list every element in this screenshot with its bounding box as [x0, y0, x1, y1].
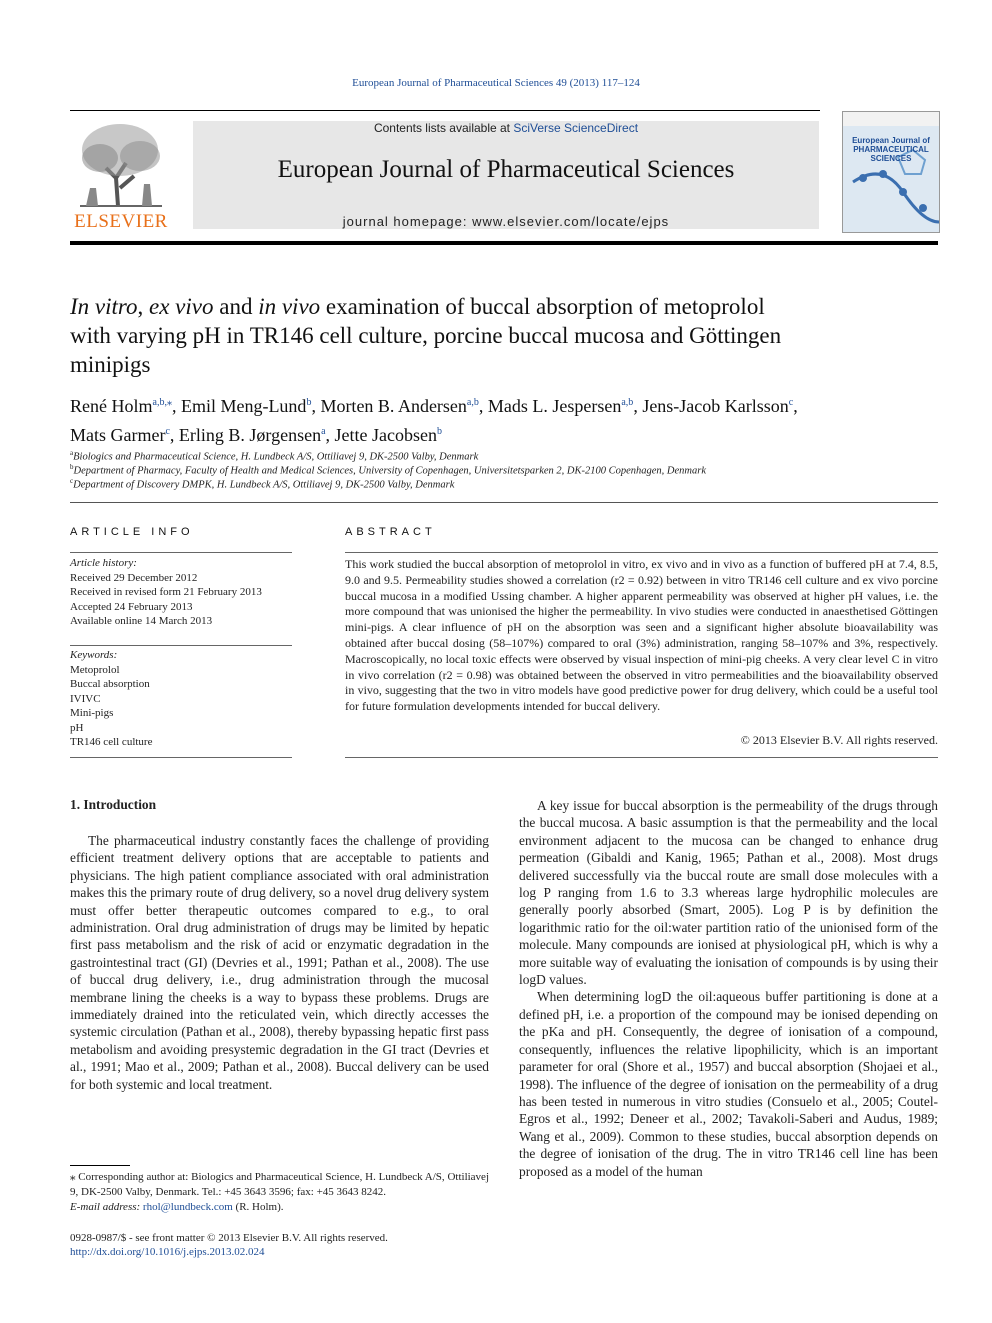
- header-rule: [70, 110, 820, 111]
- title-in-vivo: in vivo: [258, 294, 321, 319]
- history-label: Article history:: [70, 557, 137, 569]
- header-thick-rule: [70, 241, 938, 245]
- divider: [345, 552, 938, 553]
- homepage-link[interactable]: www.elsevier.com/locate/ejps: [472, 214, 670, 229]
- contents-line: [193, 121, 819, 135]
- title-ex-vivo: ex vivo: [149, 294, 214, 319]
- affiliation-a: $^a$Biologics and Pharmaceutical Science, H. Lundbeck A/S, Ottiliavej 9, DK-2500 Valby, Denmark: [70, 449, 479, 463]
- title-in-vitro: In vitro: [70, 294, 138, 319]
- keywords-label: Keywords:: [70, 649, 118, 661]
- homepage-prefix: journal homepage:: [342, 214, 473, 229]
- divider: [70, 502, 938, 503]
- affiliation-b: $^b$Department of Pharmacy, Faculty of Health and Medical Sciences, University of Copenhagen, Universitetsparken 2, DK-2100 Copenhagen, Denmark: [70, 463, 706, 477]
- intro-paragraph: When determining logD the oil:aqueous buffer partitioning is done at a defined pH, i.e. a proportion of the compound may be ionised depending on the pKa and pH. Consequently, the degree of ionisation of a compound, consequently, influences the relative lipophilicity, which is an important parameter for oral (Shore et al., 1957) and buccal absorption (Shojaei et al., 1998). The influence of the degree of ionisation on the permeability of a drug has been tested in numerous in vitro studies (Consuelo et al., 2005; Coutel-Egros et al., 1992; Deneer et al., 2002; Tavakoli-Saberi and Audus, 1989; Wang et al., 2009). Common to these studies, buccal absorption depends on the degree of ionisation of the drug. The in vitro TR146 cell line has been proposed as a model of the human: [519, 989, 938, 1179]
- intro-left-column: [70, 832, 489, 1093]
- article-info-heading: ARTICLE INFO: [70, 526, 194, 538]
- email-label: E-mail address:: [70, 1201, 143, 1213]
- author[interactable]: Erling B. Jørgensen$^a$: [178, 425, 326, 445]
- sciencedirect-link[interactable]: SciVerse ScienceDirect: [513, 121, 639, 135]
- keyword: Metoprolol: [70, 663, 120, 676]
- abstract-text: This work studied the buccal absorption of metoprolol in vitro, ex vivo and in vivo as a function of buffered pH at 7.4, 8.5, 9.0 and 9.5. Permeability studies showed a correlation (r2 = 0.92) between in vitro TR146 cell culture and ex vivo porcine buccal mucosa in a modified Ussing chamber. A higher apparent permeability was observed at higher pH values, i.e. the more compound that was unionised the higher the permeability. In vivo studies were conducted in anaesthetised Göttingen mini-pigs. A clear influence of pH on the absorption was seen and a significant higher absolute bioavailability was obtained after buccal dosing (58–107%) compared to oral (3%) administration, ranging 58–107% and 3%, respectively. Macroscopically, no local toxic effects were observed by visual inspection of mini-pig cheeks. A very clear level C in vitro in vivo correlation (r2 = 0.98) was obtained between the observed in vitro permeabilities and the bioavailability observed in vivo, suggesting that the two in vitro models have good predictive power for drug delivery, which could be a useful tool for future formulation developments intended for buccal delivery.: [345, 557, 938, 714]
- copyright: © 2013 Elsevier B.V. All rights reserved.: [740, 733, 938, 747]
- author[interactable]: Jens-Jacob Karlsson$^c$: [642, 396, 794, 416]
- intro-paragraph: The pharmaceutical industry constantly faces the challenge of providing efficient treatment delivery options that are acceptable to patients and physicians. The high patient compliance associated with oral administration makes this the primary route of drug delivery, so a novel drug delivery system must offer better therapeutic outcomes compared to e.g., to oral administration. Oral drug administration of drugs may be limited by hepatic first pass metabolism and the risk of acid or enzymatic degradation in the gastrointestinal tract (GI) (Devries et al., 1991; Pathan et al., 2008). The use of buccal drug delivery, i.e., drug administration through the mucosal membrane lining the cheeks is a way to bypass these problems. Drugs are immediately drained into the reticulated vein, which directly accesses the systemic circulation (Pathan et al., 2008), thereby bypassing hepatic first pass metabolism and avoiding presystemic degradation in the GI tract (Devries et al., 1991; Mao et al., 2009; Pathan et al., 2008). Buccal delivery can be used for both systemic and local treatment.: [70, 833, 489, 1092]
- author[interactable]: René Holm$^{a,b,⁎}$: [70, 396, 172, 416]
- intro-paragraph: A key issue for buccal absorption is the permeability of the drugs through the buccal mucosa. A basic assumption is that the permeability and the local environment adjacent to the mucosa can be changed to enhance drug permeation (Gibaldi and Kanig, 1965; Pathan et al., 2008). Most drugs delivered successfully via the buccal route are small dose molecules with a log P ranging from 1.6 to 3.3 whereas large hydrophilic molecules are generally poorly absorbed (Smart, 2005). Log P is by definition the logarithmic ratio for the oil:water partition ratio of the unionised form of the molecule. Many compounds are ionised at physiological pH, which is why a more suitable way of evaluating the ionisation of compounds is by using their logD values.: [519, 798, 938, 988]
- journal-homepage: [193, 214, 819, 229]
- abstract-heading: ABSTRACT: [345, 526, 436, 538]
- author[interactable]: Emil Meng-Lund$^b$: [180, 396, 312, 416]
- history-item: Received in revised form 21 February 2013: [70, 586, 262, 598]
- elsevier-wordmark: ELSEVIER: [74, 211, 168, 232]
- journal-citation[interactable]: European Journal of Pharmaceutical Sciences 49 (2013) 117–124: [352, 77, 640, 89]
- author[interactable]: Jette Jacobsen$^b$: [334, 425, 442, 445]
- history-item: Available online 14 March 2013: [70, 615, 213, 627]
- author[interactable]: Morten B. Andersen$^{a,b}$: [320, 396, 479, 416]
- corresponding-author-footnote: [70, 1170, 489, 1215]
- footnote-text: ⁎ Corresponding author at: Biologics and Pharmaceutical Science, H. Lundbeck A/S, Ottiliavej 9, DK-2500 Valby, Denmark. Tel.: +45 3643 3596; fax: +45 3643 8242.: [70, 1171, 489, 1198]
- title-sep-1: ,: [137, 294, 149, 319]
- issn-block: [70, 1231, 489, 1259]
- keyword: pH: [70, 721, 84, 734]
- footnote-rule: [70, 1165, 130, 1166]
- intro-right-column: [519, 797, 938, 1180]
- doi-link[interactable]: http://dx.doi.org/10.1016/j.ejps.2013.02.024: [70, 1246, 265, 1258]
- divider: [345, 757, 938, 758]
- history-item: Received 29 December 2012: [70, 571, 198, 584]
- title-sep-2: and: [213, 294, 259, 319]
- cover-title: European Journal of PHARMACEUTICAL SCIENCES: [852, 136, 930, 163]
- author-list: René Holm$^{a,b,⁎}$, Emil Meng-Lund$^b$, Morten B. Andersen$^{a,b}$, Mads L. Jespersen$^{a,b}$, Jens-Jacob Karlsson$^c$, Mats Garmer$^c$, Erling B. Jørgensen$^a$, Jette Jacobsen$^b$: [70, 396, 798, 445]
- keyword: TR146 cell culture: [70, 736, 153, 748]
- paper-title: [70, 292, 938, 379]
- section-heading-introduction: 1. Introduction: [70, 797, 157, 812]
- title-line1-rest: examination of buccal absorption of metoprolol: [320, 294, 765, 319]
- author[interactable]: Mads L. Jespersen$^{a,b}$: [487, 396, 634, 416]
- elsevier-logo[interactable]: [70, 118, 172, 233]
- divider: [70, 645, 292, 646]
- history-item: Accepted 24 February 2013: [70, 600, 193, 613]
- email-link[interactable]: rhol@lundbeck.com: [142, 1201, 233, 1213]
- issn-line: 0928-0987/$ - see front matter © 2013 Elsevier B.V. All rights reserved.: [70, 1232, 388, 1244]
- article-history: [70, 556, 292, 629]
- affiliation-c: $^c$Department of Discovery DMPK, H. Lundbeck A/S, Ottiliavej 9, DK-2500 Valby, Denmark: [70, 477, 455, 491]
- keyword: Mini-pigs: [70, 707, 114, 719]
- title-line2: with varying pH in TR146 cell culture, porcine buccal mucosa and Göttingen: [70, 323, 782, 348]
- divider: [70, 757, 292, 758]
- title-line3: minipigs: [70, 352, 151, 377]
- keyword: Buccal absorption: [70, 678, 150, 690]
- email-suffix: (R. Holm).: [232, 1201, 284, 1213]
- journal-title: European Journal of Pharmaceutical Sciences: [277, 156, 735, 183]
- divider: [70, 552, 292, 553]
- contents-prefix: Contents lists available at: [373, 121, 514, 135]
- keyword: IVIVC: [70, 692, 101, 705]
- keywords: [70, 648, 292, 750]
- author[interactable]: Mats Garmer$^c$: [70, 425, 170, 445]
- journal-cover-thumbnail[interactable]: [842, 111, 940, 233]
- cover-molecule-icon: [843, 112, 939, 232]
